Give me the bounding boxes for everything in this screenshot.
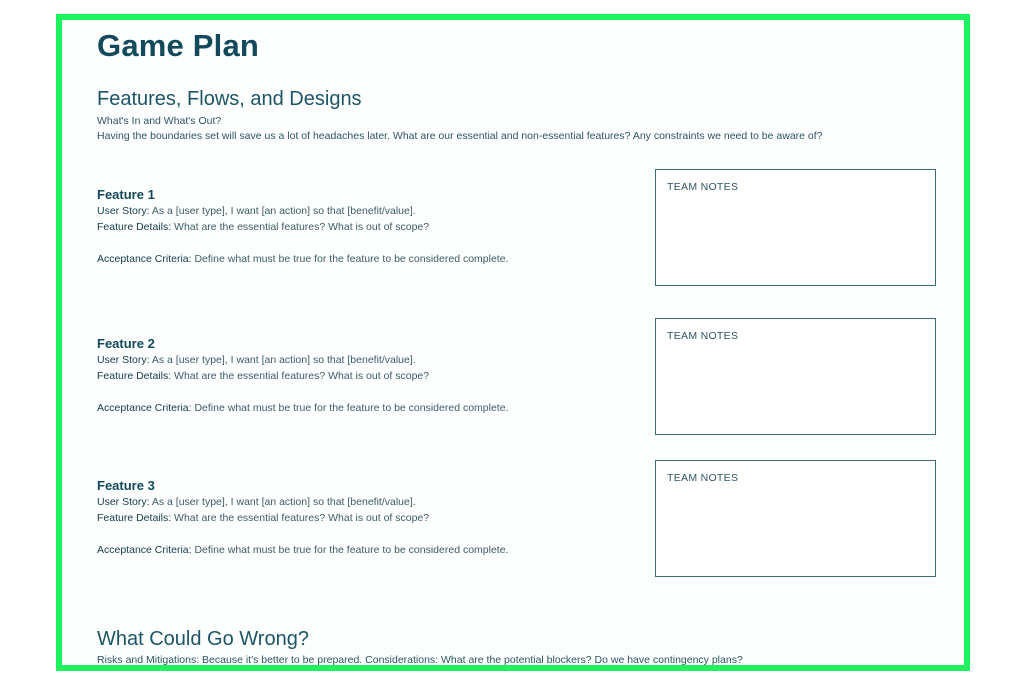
feature-block-1 xyxy=(97,186,617,267)
feature-details-line xyxy=(97,368,617,384)
feature-details-text: What are the essential features? What is out of scope? xyxy=(174,221,430,233)
acceptance-criteria-label: Acceptance Criteria: xyxy=(97,253,192,265)
team-notes-label: TEAM NOTES xyxy=(667,181,739,193)
feature-block-3 xyxy=(97,477,617,558)
user-story-line xyxy=(97,203,617,219)
feature-details-label: Feature Details: xyxy=(97,370,172,382)
user-story-line xyxy=(97,352,617,368)
acceptance-criteria-text: Define what must be true for the feature to be considered complete. xyxy=(194,402,509,414)
team-notes-label: TEAM NOTES xyxy=(667,472,739,484)
page-title: Game Plan xyxy=(97,28,260,63)
section-heading-features: Features, Flows, and Designs xyxy=(97,88,362,110)
user-story-line xyxy=(97,494,617,510)
team-notes-box-2[interactable] xyxy=(655,318,936,435)
feature-title: Feature 2 xyxy=(97,336,155,351)
acceptance-criteria-line xyxy=(97,400,617,416)
feature-details-label: Feature Details: xyxy=(97,512,172,524)
user-story-text: As a [user type], I want [an action] so that [benefit/value]. xyxy=(151,205,416,217)
team-notes-label: TEAM NOTES xyxy=(667,330,739,342)
feature-details-text: What are the essential features? What is out of scope? xyxy=(174,370,430,382)
acceptance-criteria-line xyxy=(97,542,617,558)
user-story-label: User Story: xyxy=(97,496,150,508)
feature-title: Feature 1 xyxy=(97,187,155,202)
feature-details-label: Feature Details: xyxy=(97,221,172,233)
team-notes-box-3[interactable] xyxy=(655,460,936,577)
feature-details-line xyxy=(97,219,617,235)
feature-details-text: What are the essential features? What is out of scope? xyxy=(174,512,430,524)
user-story-text: As a [user type], I want [an action] so that [benefit/value]. xyxy=(151,496,416,508)
acceptance-criteria-text: Define what must be true for the feature to be considered complete. xyxy=(194,544,509,556)
feature-details-line xyxy=(97,510,617,526)
user-story-label: User Story: xyxy=(97,205,150,217)
acceptance-criteria-line xyxy=(97,251,617,267)
user-story-text: As a [user type], I want [an action] so that [benefit/value]. xyxy=(151,354,416,366)
user-story-label: User Story: xyxy=(97,354,150,366)
section-description: Having the boundaries set will save us a lot of headaches later. What are our essential and non-essential features? Any constraints we need to be aware of? xyxy=(97,130,823,142)
acceptance-criteria-label: Acceptance Criteria: xyxy=(97,402,192,414)
section-subheading: What's In and What's Out? xyxy=(97,115,222,127)
acceptance-criteria-text: Define what must be true for the feature to be considered complete. xyxy=(194,253,509,265)
document-frame xyxy=(56,14,970,671)
acceptance-criteria-label: Acceptance Criteria: xyxy=(97,544,192,556)
feature-title: Feature 3 xyxy=(97,478,155,493)
feature-block-2 xyxy=(97,335,617,416)
section-heading-risks: What Could Go Wrong? xyxy=(97,628,309,650)
team-notes-box-1[interactable] xyxy=(655,169,936,286)
risks-description: Risks and Mitigations: Because it's better to be prepared. Considerations: What are the potential blockers? Do we have contingency plans? xyxy=(97,654,743,666)
